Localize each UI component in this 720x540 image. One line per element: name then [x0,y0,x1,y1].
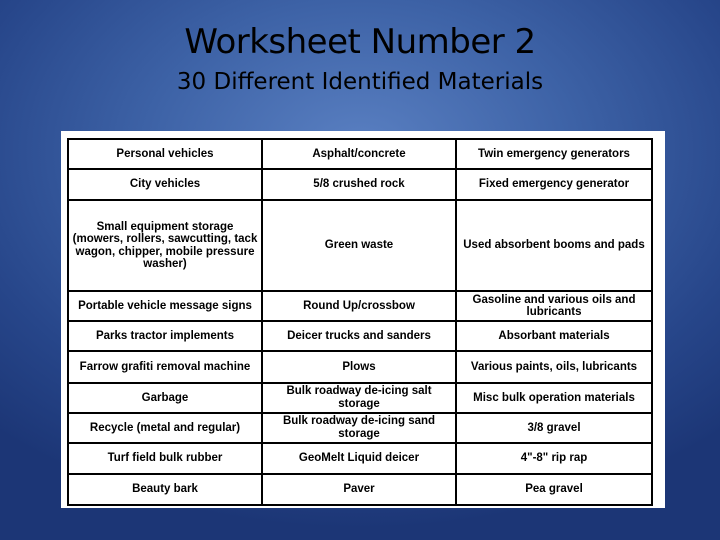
table-row [68,383,652,414]
table-cell: Recycle (metal and regular) [68,413,262,443]
table-cell: Turf field bulk rubber [68,443,262,475]
slide-subtitle: 30 Different Identified Materials [176,69,544,95]
table-cell: Small equipment storage (mowers, rollers, sawcutting, tack wagon, chipper, mobile pressure washer) [68,200,262,291]
table-cell: 3/8 gravel [456,413,652,443]
table-cell: 5/8 crushed rock [262,169,456,201]
table-cell: Plows [262,351,456,383]
table-cell: Used absorbent booms and pads [456,200,652,291]
table-row [68,443,652,475]
table-cell: Bulk roadway de-icing salt storage [262,383,456,414]
table-cell: GeoMelt Liquid deicer [262,443,456,475]
table-cell: Misc bulk operation materials [456,383,652,414]
table-cell: Garbage [68,383,262,414]
table-cell: Absorbant materials [456,321,652,351]
table-cell: Paver [262,474,456,505]
table-cell: Parks tractor implements [68,321,262,351]
table-cell: Gasoline and various oils and lubricants [456,291,652,322]
table-cell: Asphalt/concrete [262,139,456,169]
table-cell: Deicer trucks and sanders [262,321,456,351]
table-cell: City vehicles [68,169,262,201]
table-cell: Various paints, oils, lubricants [456,351,652,383]
table-row [68,413,652,443]
table-cell: Bulk roadway de-icing sand storage [262,413,456,443]
table-row [68,200,652,291]
table-cell: Pea gravel [456,474,652,505]
table-row [68,351,652,383]
table-row [68,139,652,169]
slide-title: Worksheet Number 2 [184,22,536,62]
table-cell: Farrow grafiti removal machine [68,351,262,383]
table-cell: Round Up/crossbow [262,291,456,322]
table-row [68,474,652,505]
table-cell: 4"-8" rip rap [456,443,652,475]
table-row [68,291,652,322]
table-cell: Twin emergency generators [456,139,652,169]
table-row [68,321,652,351]
materials-sheet [61,131,665,508]
materials-table [67,138,653,506]
table-cell: Personal vehicles [68,139,262,169]
table-cell: Fixed emergency generator [456,169,652,201]
table-cell: Green waste [262,200,456,291]
table-cell: Beauty bark [68,474,262,505]
table-cell: Portable vehicle message signs [68,291,262,322]
table-row [68,169,652,201]
